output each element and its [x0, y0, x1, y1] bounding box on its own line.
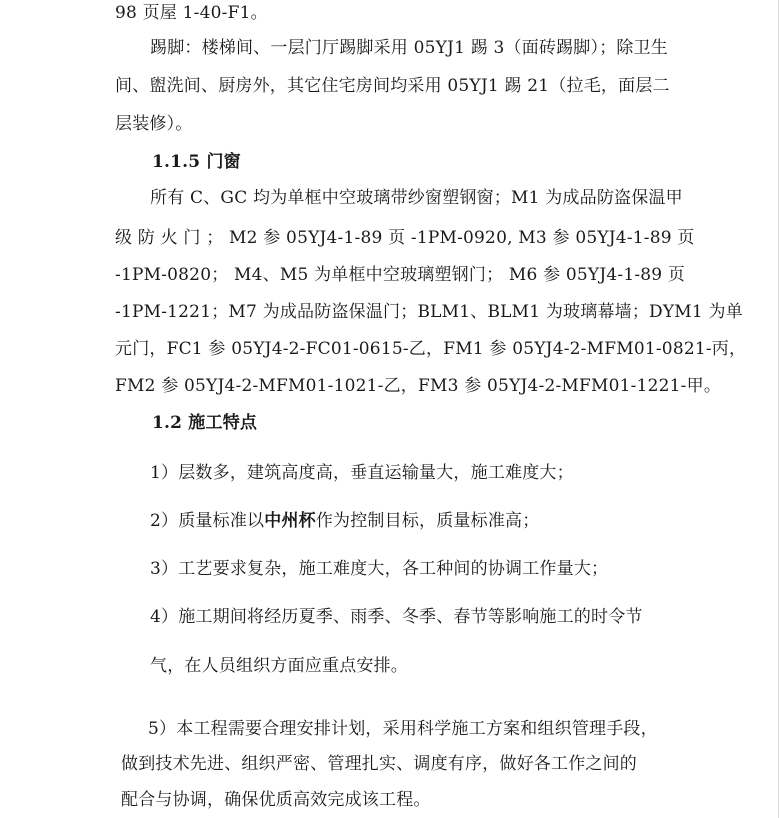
section-heading-doors-windows: 1.1.5 门窗 [152, 152, 241, 172]
section-heading-construction-features: 1.2 施工特点 [152, 413, 258, 433]
list-item: 1）层数多，建筑高度高，垂直运输量大，施工难度大； [150, 463, 574, 483]
list-item: 3）工艺要求复杂，施工难度大，各工种间的协调工作量大； [150, 559, 609, 579]
list-item-text: 作为控制目标，质量标准高； [315, 511, 540, 531]
text-line: 层装修）。 [115, 114, 193, 134]
text-line: 98 页屋 1-40-F1。 [115, 3, 268, 23]
text-line: 所有 C、GC 均为单框中空玻璃带纱窗塑钢窗；M1 为成品防盗保温甲 [150, 188, 683, 208]
text-line: -1PM-1221；M7 为成品防盗保温门；BLM1、BLM1 为玻璃幕墙；DYM1 为单 [115, 302, 743, 322]
text-line: 踢脚：楼梯间、一层门厅踢脚采用 05YJ1 踢 3（面砖踢脚）；除卫生 [150, 38, 669, 58]
list-item-text: 2）质量标准以 [150, 511, 265, 531]
list-item-continuation: 气，在人员组织方面应重点安排。 [150, 656, 408, 676]
text-line: 间、盥洗间、厨房外，其它住宅房间均采用 05YJ1 踢 21（拉毛，面层二 [115, 76, 670, 96]
text-line: 元门，FC1 参 05YJ4-2-FC01-0615-乙，FM1 参 05YJ4-2-MFM01-0821-丙， [115, 339, 747, 359]
text-line: FM2 参 05YJ4-2-MFM01-1021-乙，FM3 参 05YJ4-2-MFM01-1221-甲。 [115, 376, 722, 396]
emphasis-text: 中州杯 [264, 511, 316, 531]
list-item [150, 510, 539, 532]
list-item: 4）施工期间将经历夏季、雨季、冬季、春节等影响施工的时令节 [150, 607, 643, 627]
list-item-continuation: 配合与协调，确保优质高效完成该工程。 [121, 790, 431, 810]
text-line: 级 防 火 门 ； M2 参 05YJ4-1-89 页 -1PM-0920, M3 参 05YJ4-1-89 页 [115, 228, 695, 248]
list-item-continuation: 做到技术先进、组织严密、管理扎实、调度有序，做好各工作之间的 [121, 754, 637, 774]
list-item: 5）本工程需要合理安排计划，采用科学施工方案和组织管理手段， [148, 719, 658, 739]
text-line: -1PM-0820； M4、M5 为单框中空玻璃塑钢门； M6 参 05YJ4-1-89 页 [115, 265, 686, 285]
